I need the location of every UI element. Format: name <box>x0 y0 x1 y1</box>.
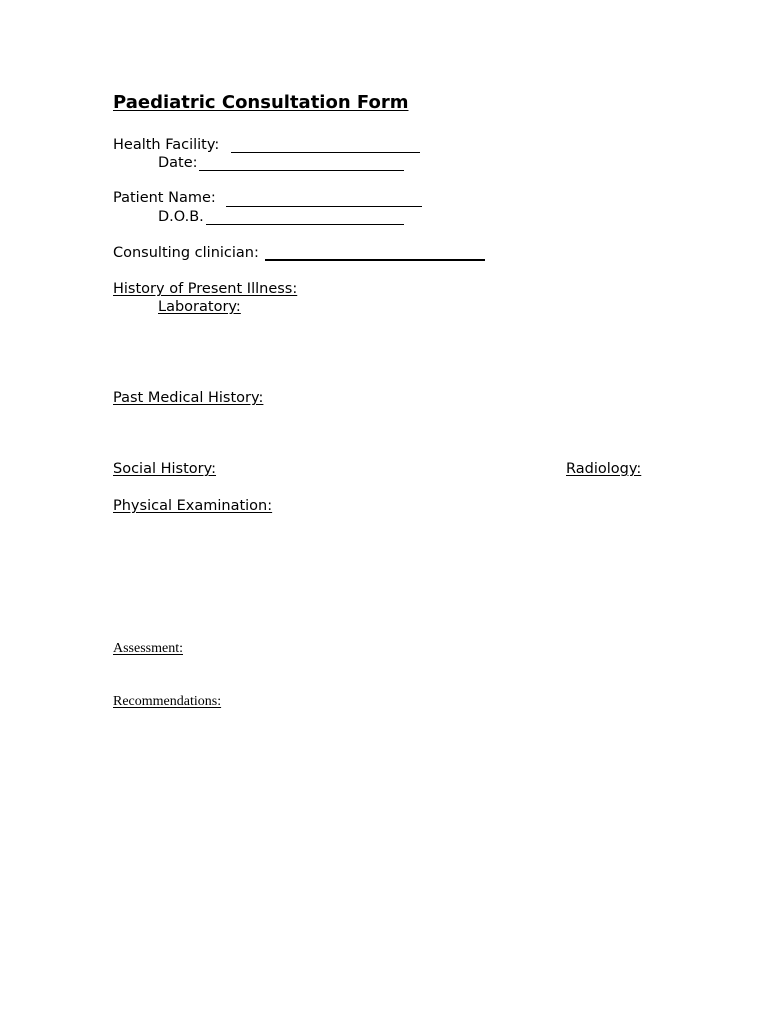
consulting-clinician-blank[interactable] <box>265 259 485 261</box>
consulting-clinician-label: Consulting clinician: <box>113 245 259 261</box>
radiology-heading: Radiology: <box>566 461 642 477</box>
health-facility-label: Health Facility: <box>113 137 220 153</box>
recommendations-heading: Recommendations: <box>113 694 222 709</box>
patient-name-blank[interactable] <box>226 206 422 207</box>
date-blank[interactable] <box>199 170 404 171</box>
dob-label: D.O.B. <box>158 209 204 225</box>
dob-blank[interactable] <box>206 224 404 225</box>
date-label: Date: <box>158 155 198 171</box>
form-title: Paediatric Consultation Form <box>113 92 409 113</box>
physical-examination-heading: Physical Examination: <box>113 498 273 514</box>
history-present-illness-heading: History of Present Illness: <box>113 281 298 297</box>
social-history-heading: Social History: <box>113 461 217 477</box>
past-medical-history-heading: Past Medical History: <box>113 390 264 406</box>
laboratory-heading: Laboratory: <box>158 299 241 315</box>
assessment-heading: Assessment: <box>113 641 183 656</box>
health-facility-blank[interactable] <box>231 152 420 153</box>
patient-name-label: Patient Name: <box>113 190 216 206</box>
